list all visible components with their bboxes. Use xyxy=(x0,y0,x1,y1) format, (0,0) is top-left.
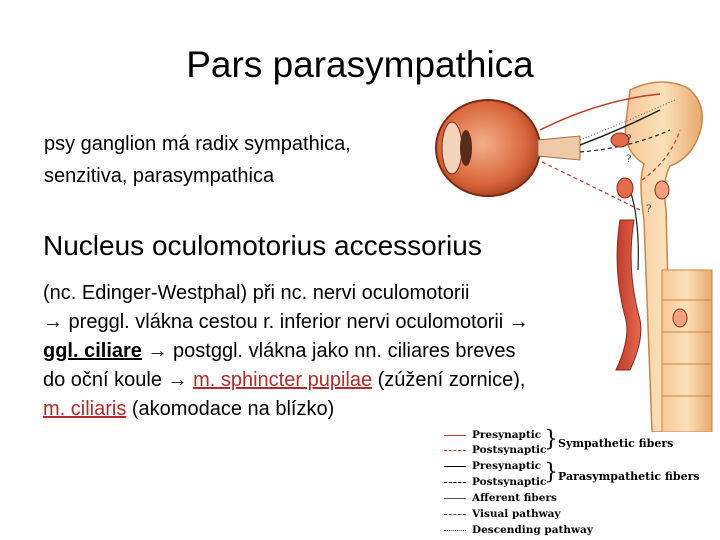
legend-item xyxy=(444,428,541,442)
intro-line: psy ganglion má radix sympathica, xyxy=(44,133,351,155)
sympathetic-group-label: Sympathetic fibers xyxy=(558,437,674,450)
legend-item xyxy=(444,443,546,457)
legend-line-sym-pre xyxy=(444,435,466,436)
section-heading: Nucleus oculomotorius accessorius xyxy=(43,230,482,261)
slide-title: Pars parasympathica xyxy=(186,44,534,85)
parasympathetic-group-label: Parasympathetic fibers xyxy=(558,470,700,483)
legend-label: Postsynaptic xyxy=(472,444,547,456)
legend-label: Visual pathway xyxy=(472,508,561,520)
legend-item xyxy=(444,459,541,473)
legend-item xyxy=(444,475,546,489)
ganglion-ciliare-term: ggl. ciliare xyxy=(43,340,142,362)
question-mark: ? xyxy=(646,204,652,215)
legend-label: Afferent fibers xyxy=(472,492,557,504)
legend-line-afferent xyxy=(444,498,466,499)
legend-line-para-pre xyxy=(444,466,466,467)
body-line-1: (nc. Edinger-Westphal) při nc. nervi oculomotorii xyxy=(43,282,470,304)
legend-line-sym-post xyxy=(444,450,466,451)
legend-item xyxy=(444,523,593,537)
body-line-4-pre: do oční koule → xyxy=(43,369,194,391)
legend-label: Presynaptic xyxy=(472,429,542,441)
question-mark: ? xyxy=(626,134,632,145)
body-line-5-post: (akomodace na blízko) xyxy=(126,398,335,420)
legend-label: Descending pathway xyxy=(472,524,593,536)
legend-line-descending xyxy=(444,530,466,531)
eye-drawing xyxy=(436,100,580,196)
legend-line-visual xyxy=(444,514,466,515)
intro-line: senzitiva, parasympathica xyxy=(44,165,275,187)
body-line-3-rest: → postggl. vlákna jako nn. ciliares breves xyxy=(141,340,516,362)
legend-line-para-post xyxy=(444,482,466,483)
legend-label: Postsynaptic xyxy=(472,476,547,488)
body-line-4-post: (zúžení zornice), xyxy=(372,369,526,391)
sphincter-pupilae-link[interactable]: m. sphincter pupilae xyxy=(193,369,373,391)
legend-item xyxy=(444,491,557,505)
legend xyxy=(444,428,720,540)
legend-item xyxy=(444,507,561,521)
body-line-2: → preggl. vlákna cestou r. inferior nervi oculomotorii → xyxy=(43,311,529,333)
legend-label: Presynaptic xyxy=(472,460,542,472)
brace-parasympathetic: } xyxy=(544,460,558,485)
question-mark: ? xyxy=(626,154,632,165)
brace-sympathetic: } xyxy=(544,427,558,452)
eye-innervation-illustration xyxy=(430,70,720,432)
intro-text xyxy=(44,128,351,192)
ciliaris-link[interactable]: m. ciliaris xyxy=(43,398,127,420)
